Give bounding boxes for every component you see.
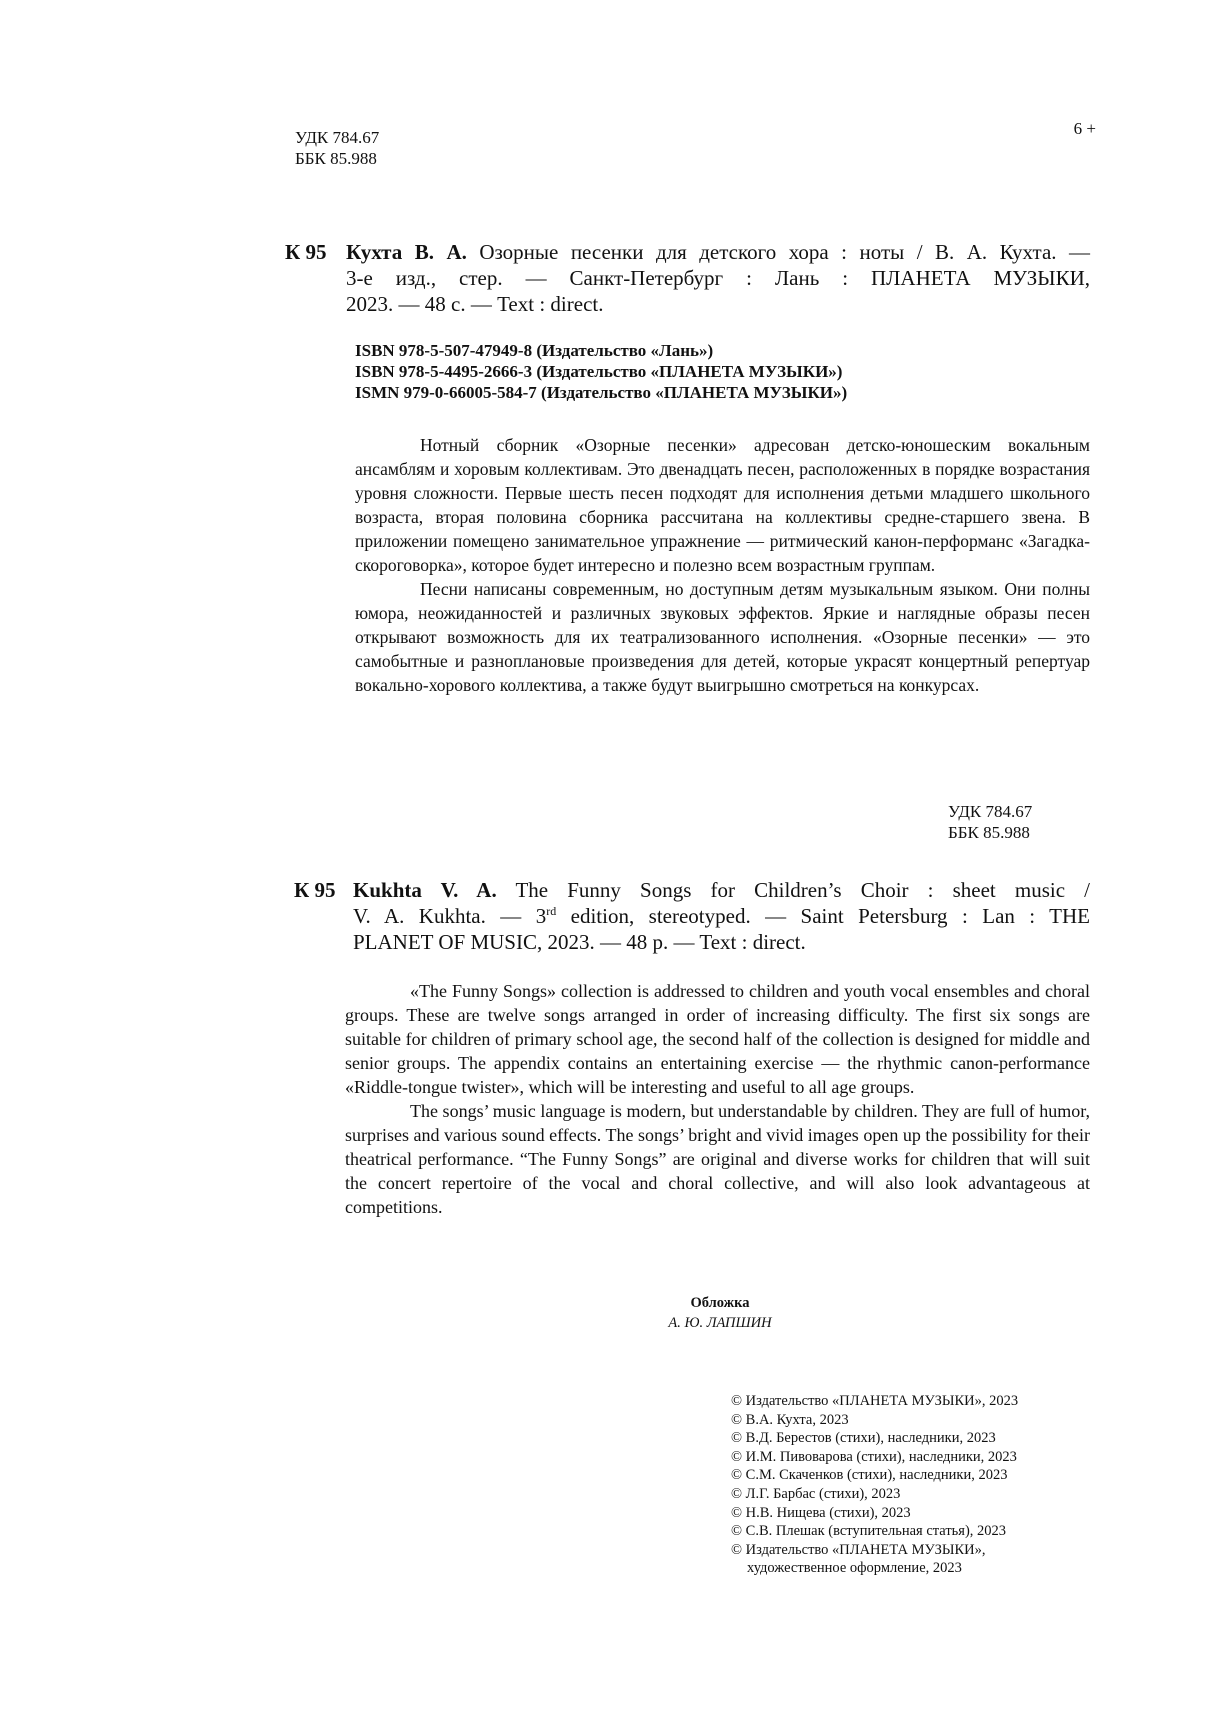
ru-entry-line-3: 2023. — 48 с. — Text : direct. [346, 292, 604, 316]
en-title: The Funny Songs for Children’s Choir : sheet music / [515, 878, 1091, 902]
udk-code-right: УДК 784.67 [948, 802, 1033, 821]
en-line2-post: edition, stereotyped. — Saint Petersburg : Lan : THE [556, 904, 1091, 928]
en-entry-line-1 [353, 877, 1090, 903]
udk-bbk-right [948, 801, 1032, 843]
isbn-lan: ISBN 978-5-507-47949-8 (Издательство «Лань») [355, 341, 714, 360]
en-line2-sup: rd [546, 904, 557, 918]
age-rating: 6 + [1073, 119, 1096, 138]
copyright-block [731, 1392, 1018, 1578]
ru-entry-line-1 [346, 239, 1090, 265]
copyright-line: художественное оформление, 2023 [747, 1560, 962, 1577]
en-author: Kukhta V. A. [353, 878, 497, 902]
ru-abstract-paragraph-2: Песни написаны современным, но доступным детям музыкальным языком. Они полны юмора, неожиданностей и различных звуковых эффектов. Яркие и наглядные образы песен открывают возможность для их театрализованного исполнения. «Озорные песенки» — это самобытные и разноплановые произведения для детей, которые украсят концертный репертуар вокально-хорового коллектива, а также будут выигрышно смотреться на конкурсах. [355, 579, 1090, 695]
ru-author: Кухта В. А. [346, 240, 467, 264]
cover-artist: А. Ю. ЛАПШИН [668, 1315, 772, 1331]
copyright-line: © В.А. Кухта, 2023 [731, 1411, 849, 1428]
ru-title: Озорные песенки для детского хора : ноты / В. А. Кухта. — [479, 240, 1090, 264]
udk-code: УДК 784.67 [295, 128, 380, 147]
en-entry-line-2 [353, 903, 1090, 929]
isbn-block [355, 340, 847, 403]
en-abstract [345, 979, 1090, 1219]
ru-abstract-paragraph-1: Нотный сборник «Озорные песенки» адресован детско-юношеским вокальным ансамблям и хоровым коллективам. Это двенадцать песен, расположенных в порядке возрастания уровня сложности. Первые шесть песен подходят для исполнения детьми младшего школьного возраста, вторая половина сборника рассчитана на коллективы средне-старшего звена. В приложении помещено занимательное упражнение — ритмический канон-перформанс «Загадка-скороговорка», которое будет интересно и полезно всем возрастным группам. [355, 435, 1090, 575]
cover-credit [560, 1293, 880, 1333]
en-entry-line-3: PLANET OF MUSIC, 2023. — 48 p. — Text : direct. [353, 930, 806, 954]
bbk-code: ББК 85.988 [295, 149, 377, 168]
ru-entry-line-2: 3-е изд., стер. — Санкт-Петербург : Лань : ПЛАНЕТА МУЗЫКИ, [346, 266, 1090, 290]
copyright-line: © Л.Г. Барбас (стихи), 2023 [731, 1485, 901, 1502]
en-author-code: К 95 [294, 878, 336, 902]
cover-label: Обложка [690, 1295, 750, 1311]
ru-bibliographic-entry [285, 239, 1090, 317]
copyright-line: © Издательство «ПЛАНЕТА МУЗЫКИ», 2023 [731, 1393, 1019, 1409]
ru-abstract [355, 433, 1090, 697]
en-line2-pre: V. A. Kukhta. — 3 [353, 904, 547, 928]
ismn-planet: ISMN 979-0-66005-584-7 (Издательство «ПЛАНЕТА МУЗЫКИ») [355, 383, 848, 402]
copyright-line: © С.В. Плешак (вступительная статья), 2023 [731, 1523, 1007, 1540]
copyright-line: © В.Д. Берестов (стихи), наследники, 2023 [731, 1430, 996, 1447]
en-abstract-paragraph-1: «The Funny Songs» collection is addressed to children and youth vocal ensembles and choral groups. These are twelve songs arranged in order of increasing difficulty. The first six songs are suitable for children of primary school age, the second half of the collection is designed for middle and senior groups. The appendix contains an entertaining exercise — the rhythmic canon-performance «Riddle-tongue twister», which will be interesting and useful to all age groups. [345, 981, 1090, 1097]
en-bibliographic-entry [294, 877, 1090, 955]
copyright-line: © И.М. Пивоварова (стихи), наследники, 2023 [731, 1448, 1017, 1465]
isbn-planet: ISBN 978-5-4495-2666-3 (Издательство «ПЛАНЕТА МУЗЫКИ») [355, 362, 843, 381]
en-abstract-paragraph-2: The songs’ music language is modern, but understandable by children. They are full of humor, surprises and various sound effects. The songs’ bright and vivid images open up the possibility for their theatrical performance. “The Funny Songs” are original and diverse works for children that will suit the concert repertoire of the vocal and choral collective, and will also look advantageous at competitions. [345, 1101, 1090, 1217]
bbk-code-right: ББК 85.988 [948, 823, 1030, 842]
copyright-line: © Издательство «ПЛАНЕТА МУЗЫКИ», [731, 1541, 986, 1558]
udk-bbk-header [295, 127, 379, 169]
copyright-line: © Н.В. Нищева (стихи), 2023 [731, 1504, 911, 1521]
ru-author-code: К 95 [285, 240, 327, 264]
copyright-line: © С.М. Скаченков (стихи), наследники, 2023 [731, 1467, 1008, 1484]
